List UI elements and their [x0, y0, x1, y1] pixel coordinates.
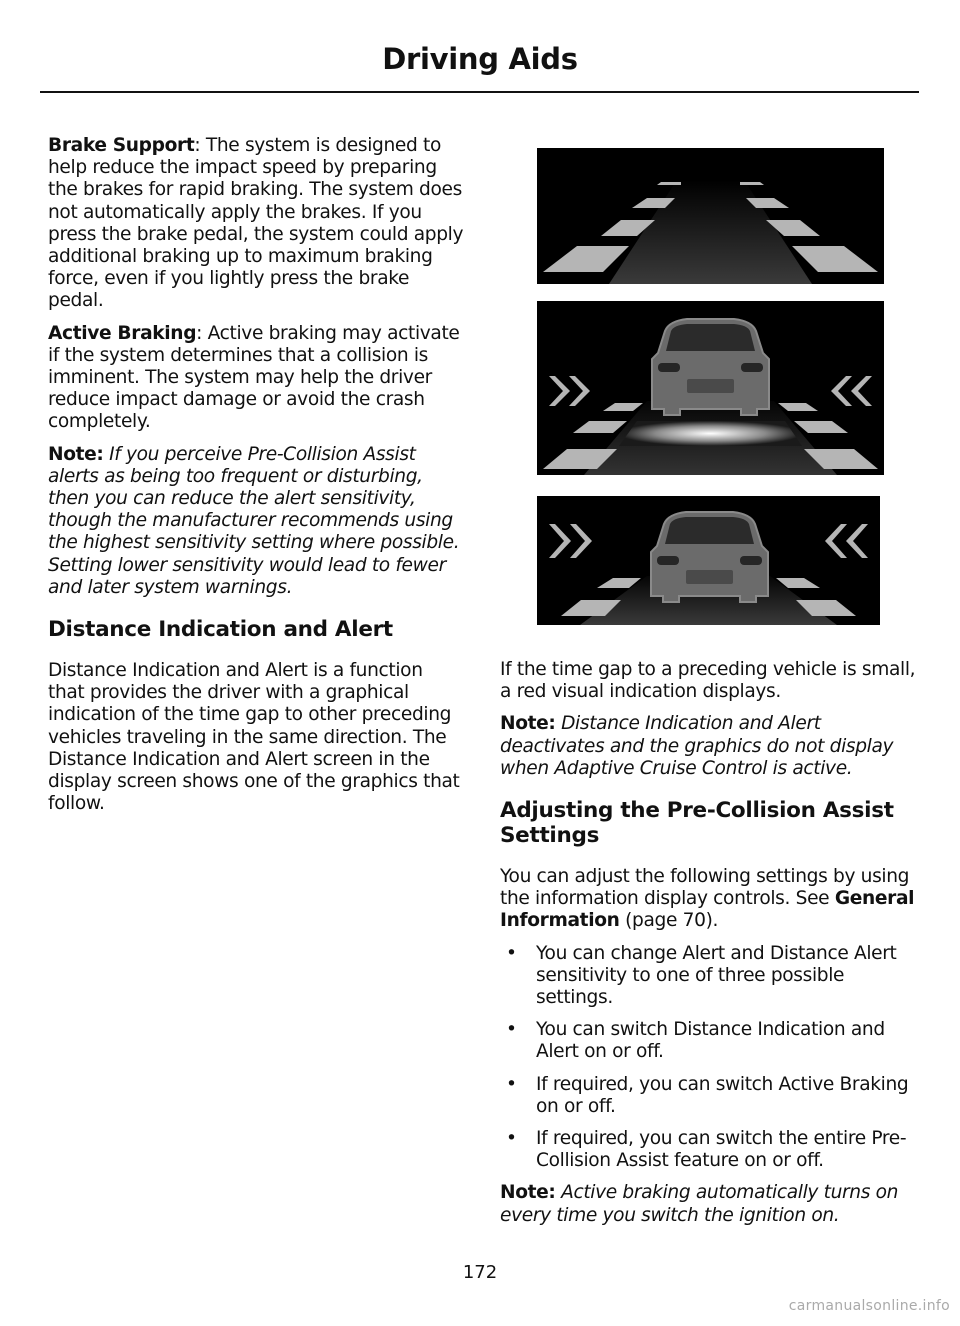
note-text: Active braking automatically turns on every time you switch the ignition on. [500, 1182, 899, 1226]
distance-paragraph: Distance Indication and Alert is a function that provides the driver with a graphical indication of the time gap to other preceding vehicles traveling in the same direction. The Distance Indication and Alert screen in the display screen shows one of the graphics that follow. [48, 660, 460, 815]
watermark: carmanualsonline.info [788, 1298, 950, 1314]
settings-list [500, 943, 920, 1173]
page-title: Driving Aids [382, 42, 578, 76]
car-icon [652, 319, 769, 415]
bullet-icon: • [506, 1128, 517, 1150]
adjust-intro-paragraph [500, 866, 920, 933]
red-indication-paragraph: If the time gap to a preceding vehicle is small, a red visual indication displays. [500, 659, 916, 703]
active-braking-paragraph [48, 323, 464, 434]
note-acc [500, 713, 920, 780]
page-number: 172 [462, 1262, 498, 1283]
list-item-text: You can change Alert and Distance Alert sensitivity to one of three possible settings. [536, 942, 897, 1009]
vehicle-alert-graphic [537, 496, 880, 625]
brake-support-text: : The system is designed to help reduce the impact speed by preparing the brakes for rapid braking. The system does not automatically apply the brakes. If you press the brake pedal, the system could apply additional braking up to maximum braking force, even if you lightly press the brake pedal. [48, 135, 464, 312]
general-information-link[interactable]: General Information [500, 888, 915, 932]
figure-vehicle-close [537, 301, 884, 475]
left-column [48, 135, 464, 825]
active-braking-text: : Active braking may activate if the system determines that a collision is imminent. The system may help the driver reduce impact damage or avoid the crash completely. [48, 322, 460, 433]
figure-vehicle-alert [537, 496, 880, 625]
note-label: Note: [500, 713, 556, 735]
list-item [500, 1019, 920, 1063]
brake-support-term: Brake Support [48, 135, 195, 156]
active-braking-term: Active Braking [48, 322, 197, 344]
list-item-text: If required, you can switch the entire Pre-Collision Assist feature on or off. [536, 1128, 907, 1172]
list-item [500, 943, 920, 1010]
list-item-text: If required, you can switch Active Braking on or off. [536, 1073, 909, 1117]
bullet-icon: • [506, 1019, 517, 1041]
car-icon [651, 512, 768, 602]
bullet-icon: • [506, 1073, 517, 1095]
list-item [500, 1074, 920, 1118]
list-item [500, 1128, 920, 1172]
vehicle-graphic [537, 301, 884, 475]
note-sensitivity [48, 444, 464, 599]
note-text: If you perceive Pre-Collision Assist alerts as being too frequent or disturbing, then you can reduce the alert sensitivity, though the manufacturer recommends using the highest sensitivity setting where possible. Setting lower sensitivity would lead to fewer and later system warnings. [48, 443, 460, 598]
list-item-text: You can switch Distance Indication and Alert on or off. [536, 1019, 885, 1063]
note-label: Note: [48, 443, 104, 465]
section-heading-distance: Distance Indication and Alert [48, 617, 393, 643]
header-divider [40, 91, 919, 93]
figure-empty-road [537, 148, 884, 284]
note-label: Note: [500, 1182, 556, 1204]
note-text: Distance Indication and Alert deactivates and the graphics do not display when Adaptive Cruise Control is active. [500, 713, 894, 779]
page-reference: (page 70). [619, 910, 719, 932]
right-column [500, 659, 920, 1237]
road-graphic [537, 148, 884, 284]
brake-support-paragraph [48, 135, 464, 313]
adjust-intro-text: You can adjust the following settings by using the information display controls. See [500, 866, 910, 910]
bullet-icon: • [506, 942, 517, 964]
note-ignition [500, 1182, 920, 1226]
section-heading-adjust: Adjusting the Pre-Collision Assist Settings [500, 798, 894, 849]
